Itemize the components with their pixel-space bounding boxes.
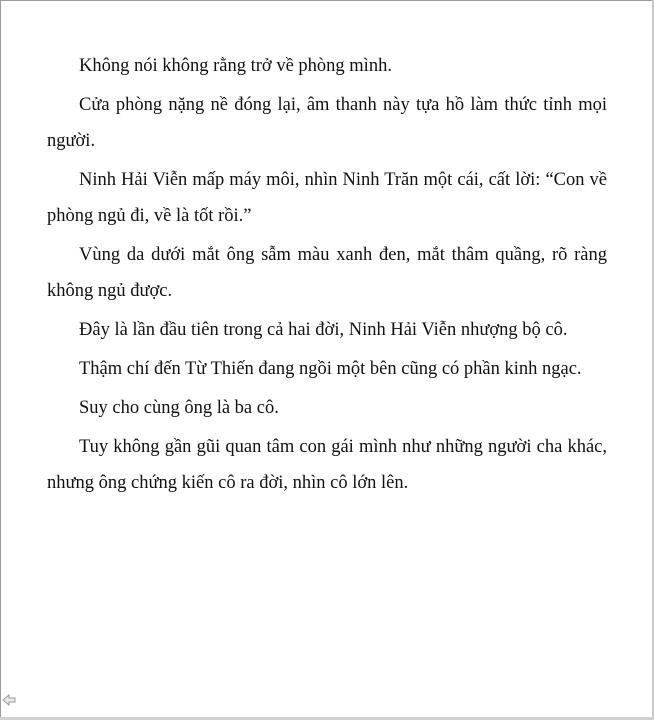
arrow-left-icon[interactable] bbox=[2, 693, 16, 707]
paragraph: Không nói không rằng trở về phòng mình. bbox=[79, 56, 392, 76]
paragraph: Cửa phòng nặng nề đóng lại, âm thanh này tựa hồ làm thức tỉnh mọi người. bbox=[47, 95, 607, 151]
paragraph: Đây là lần đầu tiên trong cả hai đời, Ninh Hải Viễn nhượng bộ cô. bbox=[79, 320, 568, 340]
paragraph: Suy cho cùng ông là ba cô. bbox=[79, 398, 279, 418]
paragraph: Thậm chí đến Từ Thiến đang ngồi một bên cũng có phần kinh ngạc. bbox=[79, 359, 582, 379]
paragraph: Ninh Hải Viễn mấp máy môi, nhìn Ninh Trăn một cái, cất lời: “Con về phòng ngủ đi, về là tốt rồi.” bbox=[47, 170, 607, 226]
paragraph: Tuy không gần gũi quan tâm con gái mình như những người cha khác, nhưng ông chứng kiến cô ra đời, nhìn cô lớn lên. bbox=[47, 437, 607, 493]
document-page bbox=[47, 48, 607, 504]
paragraph: Vùng da dưới mắt ông sẫm màu xanh đen, mắt thâm quầng, rõ ràng không ngủ được. bbox=[47, 245, 607, 301]
